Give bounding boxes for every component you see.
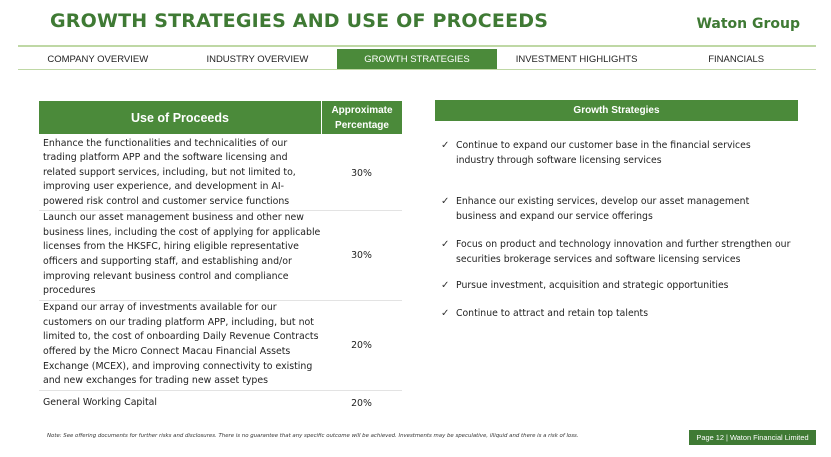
strategy-text: Continue to expand our customer base in the financial services industry through software licensing services [456, 140, 751, 166]
table-row [43, 302, 402, 388]
proceeds-row-text: Launch our asset management business and other new business lines, including the cost of applying for applicable licenses from the HKSFC, hiring eligible representative officers and supporting staff, and establishing and/or improving relevant business control and compliance procedures [43, 212, 321, 297]
proceeds-row-percentage: 30% [351, 249, 372, 261]
strategy-text: Enhance our existing services, develop our asset management business and expand our service offerings [456, 196, 750, 222]
percentage-header-label: Approximate Percentage [321, 101, 402, 134]
page-title: GROWTH STRATEGIES AND USE OF PROCEEDS [50, 10, 549, 32]
nav-tab-industry-overview[interactable]: INDUSTRY OVERVIEW [206, 53, 309, 65]
proceeds-table-header [39, 101, 402, 134]
proceeds-row-text: General Working Capital [43, 396, 158, 408]
proceeds-header-label: Use of Proceeds [131, 110, 229, 125]
header-divider [18, 45, 816, 47]
disclaimer-note: Note: See offering documents for further risks and disclosures. There is no guarantee that any specific outcome will be achieved. Investments may be speculative, illiquid and there is a risk of loss. [47, 433, 579, 439]
strategy-text: Continue to attract and retain top talents [456, 308, 649, 319]
checkmark-icon: ✓ [441, 140, 450, 151]
row-divider [39, 390, 402, 391]
list-item [441, 195, 791, 224]
table-row [43, 138, 402, 208]
page-number-badge: Page 12 | Waton Financial Limited [689, 430, 816, 445]
nav-tab-growth-strategies[interactable]: GROWTH STRATEGIES [337, 49, 497, 69]
proceeds-row-percentage: 30% [351, 167, 372, 179]
nav-divider [18, 69, 816, 70]
proceeds-row-percentage: 20% [351, 397, 372, 409]
proceeds-row-text: Enhance the functionalities and technicalities of our trading platform APP and the software licensing and related support services, including, but not limited to, improving user experience, and development in AI-powered risk control and customer service functions [43, 137, 296, 207]
table-row [43, 395, 402, 411]
list-item [441, 238, 791, 267]
checkmark-icon: ✓ [441, 308, 450, 319]
strategy-text: Pursue investment, acquisition and strategic opportunities [456, 280, 729, 291]
nav-tab-financials[interactable]: FINANCIALS [708, 53, 765, 65]
growth-strategies-header: Growth Strategies [435, 100, 798, 121]
list-item [441, 139, 791, 168]
list-item [441, 307, 791, 322]
checkmark-icon: ✓ [441, 196, 450, 207]
strategy-text: Focus on product and technology innovation and further strengthen our securities brokerage services and software licensing services [456, 239, 791, 265]
checkmark-icon: ✓ [441, 280, 450, 291]
brand-logo-text: Waton Group [696, 16, 800, 32]
proceeds-row-percentage: 20% [351, 339, 372, 351]
proceeds-row-text: Expand our array of investments available for our customers on our trading platform APP, including, but not limited to, the cost of onboarding Daily Revenue Contracts offered by the Micro Connect Macau Financial Assets Exchange (MCEX), and improving connectivity to existing and new exchanges for trading new asset types [43, 302, 319, 387]
nav-tab-company-overview[interactable]: COMPANY OVERVIEW [47, 53, 149, 65]
list-item [441, 279, 791, 294]
section-nav [18, 49, 816, 69]
checkmark-icon: ✓ [441, 239, 450, 250]
nav-tab-investment-highlights[interactable]: INVESTMENT HIGHLIGHTS [515, 53, 638, 65]
table-row [43, 212, 402, 298]
